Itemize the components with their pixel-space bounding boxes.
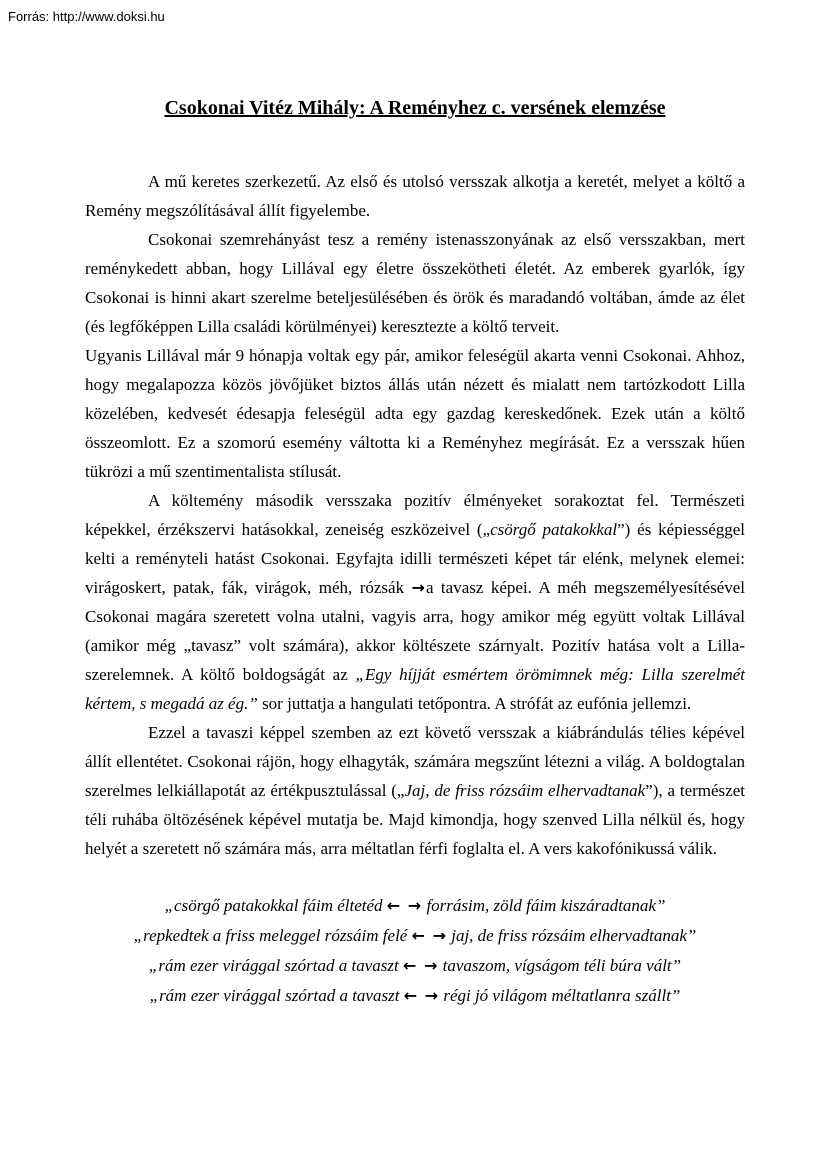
arrow-icon: ← → <box>403 986 440 1005</box>
quote-line <box>85 951 745 981</box>
quote-line <box>85 921 745 951</box>
content-area <box>85 96 745 1011</box>
text-run: „rám ezer virággal szórtad a tavaszt <box>148 956 403 975</box>
arrow-icon: → <box>411 578 426 597</box>
arrow-icon: ← → <box>411 926 447 945</box>
text-run: Ugyanis Lillával már 9 hónapja voltak egy pár, amikor feleségül akarta venni Csokonai. Ahhoz, hogy megalapozza közös jövőjüket biztos állás után nézett és mialatt nem tartózkodott Lilla közelében, kedvesét édesapja feleségül adta egy gazdag kereskedőnek. Ezek után a költő összeomlott. Ez a szomorú esemény váltotta ki a Reményhez megírását. Ez a versszak hűen tükrözi a mű szentimentalista stílusát. <box>85 346 745 481</box>
text-run: csörgő patakokkal <box>490 520 618 539</box>
text-run: tavaszom, vígságom téli búra vált” <box>438 956 682 975</box>
arrow-icon: ← → <box>402 956 439 975</box>
text-run: Ezzel a tavaszi képpel szemben az ezt követő versszak a kiábrándulás télies képével állít ellentétet. Csokonai rájön, hogy elhagyták, számára megszűnt létezni a világ. A boldogtalan szerelmes lelkiállapotát az értékpusztulással („ <box>85 723 745 800</box>
text-run: „csörgő patakokkal fáim éltetéd <box>164 896 387 915</box>
text-run: ”) és képiességgel kelti a reményteli hatást Csokonai. Egyfajta idilli természeti képet tár elénk, melynek elemei: virágoskert, patak, fák, virágok, méh, rózsák <box>85 520 746 597</box>
arrow-icon: ← → <box>386 896 423 915</box>
document-body <box>85 167 745 1011</box>
paragraph <box>85 486 745 718</box>
text-run: sor juttatja a hangulati tetőpontra. A strófát az eufónia jellemzi. <box>257 694 692 713</box>
text-run: a tavasz képei. A méh megszemélyesítésével Csokonai magára szeretett volna utalni, vagyis arra, hogy amikor még együtt voltak Lillával (amikor még „tavasz” volt számára), akkor költészete szárnyalt. Pozitív hatása volt a Lilla-szerelemnek. A költő boldogságát az <box>85 578 745 684</box>
text-run: „Egy híjját esmértem örömimnek még: Lilla szerelmét kértem, s megadá az ég.” <box>85 665 745 713</box>
page-title: Csokonai Vitéz Mihály: A Reményhez c. versének elemzése <box>164 97 666 119</box>
text-run: ”), a természet téli ruhába öltözésének képével mutatja be. Majd kimondja, hogy szenved Lilla nélkül és, hogy helyét a szeretett nő számára más, arra méltatlan férfi foglalta el. A vers kakofónikussá válik. <box>85 781 745 858</box>
paragraph <box>85 167 745 225</box>
quote-line <box>85 981 745 1011</box>
paragraph <box>85 225 745 341</box>
text-run: „repkedtek a friss meleggel rózsáim felé <box>133 926 412 945</box>
source-url: Forrás: http://www.doksi.hu <box>8 9 165 24</box>
text-run: „rám ezer virággal szórtad a tavaszt <box>149 986 404 1005</box>
quote-line <box>85 891 745 921</box>
text-run: jaj, de friss rózsáim elhervadtanak” <box>446 926 697 945</box>
text-run: A költemény második versszaka pozitív élményeket sorakoztat fel. Természeti képekkel, érzékszervi hatásokkal, zeneiség eszközeivel („ <box>85 491 745 539</box>
text-run: régi jó világom méltatlanra szállt” <box>439 986 681 1005</box>
paragraph <box>85 718 745 863</box>
text-run: Csokonai szemrehányást tesz a remény istenasszonyának az első versszakban, mert reménykedett abban, hogy Lillával egy életre összekötheti életét. Az emberek gyarlók, így Csokonai is hinni akart szerelme beteljesülésében és örök és maradandó voltában, ámde az élet (és legfőképpen Lilla családi körülményei) keresztezte a költő terveit. <box>85 230 745 336</box>
text-run: forrásim, zöld fáim kiszáradtanak” <box>422 896 666 915</box>
paragraph <box>85 341 745 486</box>
text-run: Jaj, de friss rózsáim elhervadtanak <box>404 781 646 800</box>
text-run: A mű keretes szerkezetű. Az első és utolsó versszak alkotja a keretét, melyet a költő a Remény megszólításával állít figyelembe. <box>85 172 745 220</box>
